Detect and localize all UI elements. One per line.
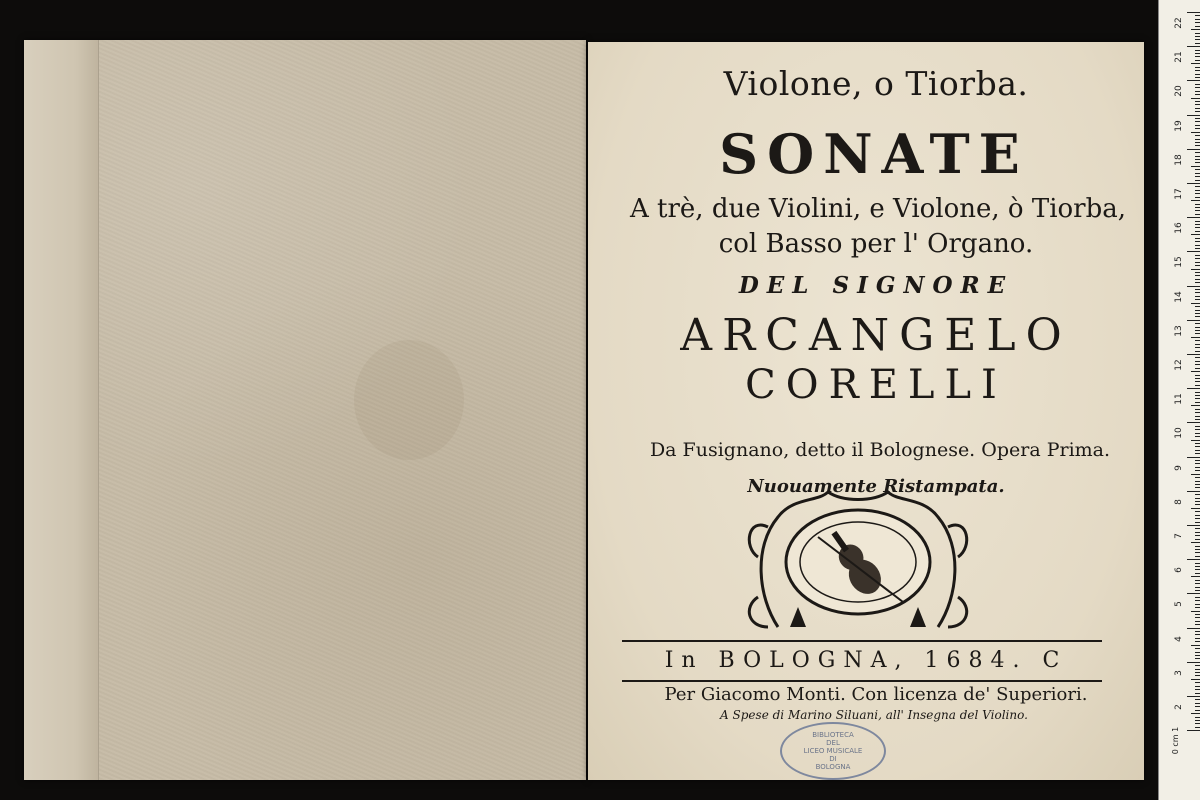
ruler-tick	[1195, 118, 1200, 119]
ruler-tick	[1191, 645, 1200, 646]
ruler-tick	[1195, 330, 1200, 331]
ruler-tick	[1195, 275, 1200, 276]
ruler-tick	[1195, 634, 1200, 635]
ruler-tick	[1195, 682, 1200, 683]
ruler-tick	[1195, 159, 1200, 160]
ruler-tick	[1195, 152, 1200, 153]
ruler-tick	[1195, 74, 1200, 75]
ruler-tick	[1195, 26, 1200, 27]
ruler-tick	[1195, 125, 1200, 126]
ruler-tick	[1191, 542, 1200, 543]
ruler-tick	[1195, 552, 1200, 553]
ruler-tick	[1195, 484, 1200, 485]
printer-emblem	[738, 487, 978, 637]
ruler-tick	[1195, 292, 1200, 293]
ruler-tick	[1195, 532, 1200, 533]
ruler-tick	[1195, 248, 1200, 249]
ruler-tick	[1187, 12, 1200, 13]
ruler-tick	[1195, 156, 1200, 157]
ruler-tick	[1195, 323, 1200, 324]
ruler-tick	[1195, 590, 1200, 591]
ruler-tick	[1195, 624, 1200, 625]
ruler-tick	[1195, 501, 1200, 502]
ruler-tick	[1187, 46, 1200, 47]
ruler-number: 6	[1174, 567, 1184, 574]
ruler-tick	[1187, 80, 1200, 81]
ruler-tick	[1195, 638, 1200, 639]
ruler-tick	[1195, 56, 1200, 57]
ruler-tick	[1195, 19, 1200, 20]
ruler-tick	[1195, 402, 1200, 403]
ruler-tick	[1191, 337, 1200, 338]
ruler-tick	[1195, 689, 1200, 690]
ruler-tick	[1195, 607, 1200, 608]
ruler-unit-label: 0 cm 1	[1171, 726, 1181, 755]
ruler-tick	[1195, 566, 1200, 567]
ruler-number: 13	[1174, 325, 1184, 337]
ruler-tick	[1187, 730, 1200, 731]
ruler-tick	[1195, 600, 1200, 601]
ruler-number: 15	[1174, 256, 1184, 269]
ruler-tick	[1195, 597, 1200, 598]
ruler-tick	[1195, 409, 1200, 410]
ruler-number: 19	[1174, 119, 1184, 132]
ruler-tick	[1195, 94, 1200, 95]
ruler-tick	[1187, 662, 1200, 663]
stamp-line-4: DI	[829, 755, 837, 763]
ruler-tick	[1191, 371, 1200, 372]
ruler-number: 3	[1174, 669, 1184, 676]
ruler-tick	[1195, 648, 1200, 649]
ruler-tick	[1195, 60, 1200, 61]
ruler-tick	[1195, 361, 1200, 362]
ruler-number: 9	[1174, 464, 1184, 471]
subtitle-line-2: col Basso per l' Organo.	[718, 229, 1034, 259]
ruler-tick	[1195, 333, 1200, 334]
ruler-number: 10	[1174, 427, 1184, 440]
subtitle-line-1: A trè, due Violini, e Violone, ò Tiorba,	[629, 194, 1127, 224]
ruler-tick	[1195, 139, 1200, 140]
ruler-tick	[1195, 340, 1200, 341]
ruler-tick	[1195, 186, 1200, 187]
ruler-tick	[1195, 412, 1200, 413]
ruler-tick	[1195, 84, 1200, 85]
ruler-tick	[1195, 727, 1200, 728]
ruler-tick	[1195, 316, 1200, 317]
ruler-tick	[1195, 204, 1200, 205]
imprint-place-date: In BOLOGNA, 1684. C	[664, 648, 1068, 673]
ruler-number: 22	[1174, 17, 1184, 29]
ruler-tick	[1195, 631, 1200, 632]
ruler-tick	[1195, 279, 1200, 280]
ruler-tick	[1195, 258, 1200, 259]
ruler-tick	[1195, 296, 1200, 297]
ruler-tick	[1195, 282, 1200, 283]
ruler-tick	[1187, 457, 1200, 458]
binding-fold	[24, 40, 99, 780]
paper-stain	[354, 340, 464, 460]
ruler-tick	[1195, 180, 1200, 181]
ruler-tick	[1187, 286, 1200, 287]
ruler-tick	[1195, 145, 1200, 146]
ruler-tick	[1195, 33, 1200, 34]
ruler-tick	[1195, 190, 1200, 191]
ruler-tick	[1195, 665, 1200, 666]
ruler-tick	[1195, 121, 1200, 122]
ruler-tick	[1195, 197, 1200, 198]
ruler-tick	[1195, 539, 1200, 540]
ruler-tick	[1191, 576, 1200, 577]
ruler-tick	[1191, 611, 1200, 612]
ruler-tick	[1195, 416, 1200, 417]
ruler-tick	[1191, 234, 1200, 235]
ruler-tick	[1195, 392, 1200, 393]
ruler-tick	[1195, 207, 1200, 208]
middle-rule	[622, 680, 1102, 682]
ruler-tick	[1195, 463, 1200, 464]
ruler-number: 20	[1174, 85, 1184, 98]
ruler-tick	[1195, 162, 1200, 163]
ruler-tick	[1195, 723, 1200, 724]
ruler-tick	[1195, 101, 1200, 102]
ruler-tick	[1195, 238, 1200, 239]
ruler-tick	[1191, 405, 1200, 406]
ruler-tick	[1191, 63, 1200, 64]
ruler-tick	[1195, 67, 1200, 68]
ruler-number: 12	[1174, 359, 1184, 371]
ruler-tick	[1195, 39, 1200, 40]
ruler-tick	[1195, 443, 1200, 444]
ruler-tick	[1195, 522, 1200, 523]
ruler-number: 4	[1174, 635, 1184, 642]
ruler-tick	[1195, 621, 1200, 622]
ruler-tick	[1195, 419, 1200, 420]
ruler-tick	[1195, 641, 1200, 642]
ruler-tick	[1195, 487, 1200, 488]
ruler-tick	[1195, 210, 1200, 211]
ruler-tick	[1195, 128, 1200, 129]
ruler-tick	[1195, 53, 1200, 54]
ruler-tick	[1195, 104, 1200, 105]
ruler-tick	[1191, 166, 1200, 167]
ruler-tick	[1191, 440, 1200, 441]
stamp-line-5: BOLOGNA	[815, 763, 851, 771]
ruler-tick	[1191, 474, 1200, 475]
reprint-line: Nuouamente Ristampata.	[747, 476, 1005, 497]
blank-cover-page	[24, 40, 586, 780]
ruler-tick	[1195, 453, 1200, 454]
ruler-tick	[1195, 306, 1200, 307]
ruler-tick	[1191, 713, 1200, 714]
ruler-tick	[1187, 217, 1200, 218]
ruler-tick	[1195, 347, 1200, 348]
ruler-tick	[1195, 262, 1200, 263]
ruler-tick	[1195, 556, 1200, 557]
ruler-tick	[1195, 357, 1200, 358]
ruler-tick	[1195, 686, 1200, 687]
ruler-tick	[1195, 706, 1200, 707]
ruler-tick	[1187, 422, 1200, 423]
ruler-tick	[1195, 450, 1200, 451]
ruler-tick	[1195, 535, 1200, 536]
ruler-tick	[1195, 87, 1200, 88]
ruler-tick	[1195, 310, 1200, 311]
ruler-tick	[1195, 43, 1200, 44]
ruler-tick	[1187, 628, 1200, 629]
del-signore: DEL SIGNORE	[738, 272, 1014, 299]
composer-first-name: ARCANGELO	[680, 310, 1072, 361]
ruler-tick	[1195, 436, 1200, 437]
ruler-tick	[1195, 70, 1200, 71]
ruler-tick	[1195, 693, 1200, 694]
ruler-tick	[1187, 320, 1200, 321]
measurement-ruler	[1158, 0, 1200, 800]
stamp-line-3: LICEO MUSICALE	[803, 747, 863, 755]
ruler-tick	[1195, 583, 1200, 584]
ruler-tick	[1195, 91, 1200, 92]
ruler-number: 11	[1174, 393, 1184, 405]
ruler-tick	[1195, 299, 1200, 300]
ruler-tick	[1195, 518, 1200, 519]
ruler-tick	[1195, 614, 1200, 615]
ruler-tick	[1195, 655, 1200, 656]
ruler-number: 14	[1174, 290, 1184, 303]
ruler-tick	[1195, 22, 1200, 23]
ruler-tick	[1187, 559, 1200, 560]
ruler-tick	[1195, 289, 1200, 290]
ruler-tick	[1195, 470, 1200, 471]
ruler-tick	[1191, 200, 1200, 201]
ruler-tick	[1195, 375, 1200, 376]
ruler-tick	[1195, 546, 1200, 547]
ruler-tick	[1195, 429, 1200, 430]
ruler-tick	[1195, 563, 1200, 564]
ruler-tick	[1187, 149, 1200, 150]
ruler-tick	[1195, 368, 1200, 369]
ruler-tick	[1195, 272, 1200, 273]
ruler-tick	[1195, 549, 1200, 550]
ruler-tick	[1195, 617, 1200, 618]
ruler-tick	[1195, 241, 1200, 242]
ruler-tick	[1195, 699, 1200, 700]
ruler-tick	[1195, 477, 1200, 478]
ruler-tick	[1195, 467, 1200, 468]
ruler-tick	[1195, 426, 1200, 427]
ruler-tick	[1187, 696, 1200, 697]
ruler-tick	[1195, 569, 1200, 570]
ruler-tick	[1191, 132, 1200, 133]
ruler-tick	[1195, 193, 1200, 194]
composer-last-name: CORELLI	[745, 362, 1007, 408]
ruler-tick	[1191, 269, 1200, 270]
ruler-tick	[1195, 580, 1200, 581]
ruler-number: 17	[1174, 188, 1184, 200]
ruler-tick	[1195, 344, 1200, 345]
printer-line: Per Giacomo Monti. Con licenza de' Superiori.	[664, 684, 1088, 705]
ruler-tick	[1195, 604, 1200, 605]
ruler-tick	[1187, 183, 1200, 184]
publisher-line: A Spese di Marino Siluani, all' Insegna del Violino.	[720, 708, 1028, 722]
ruler-tick	[1195, 481, 1200, 482]
ruler-tick	[1195, 111, 1200, 112]
ruler-tick	[1195, 710, 1200, 711]
ruler-tick	[1191, 679, 1200, 680]
ruler-tick	[1195, 398, 1200, 399]
ruler-tick	[1195, 142, 1200, 143]
ruler-tick	[1195, 395, 1200, 396]
ruler-tick	[1195, 231, 1200, 232]
ruler-number: 21	[1174, 51, 1184, 63]
ruler-tick	[1195, 504, 1200, 505]
ruler-tick	[1195, 385, 1200, 386]
ruler-tick	[1195, 50, 1200, 51]
ruler-tick	[1195, 446, 1200, 447]
ruler-tick	[1195, 227, 1200, 228]
main-title: SONATE	[719, 122, 1029, 186]
ruler-tick	[1195, 515, 1200, 516]
ruler-tick	[1195, 255, 1200, 256]
origin-line: Da Fusignano, detto il Bolognese. Opera Prima.	[649, 439, 1111, 461]
ruler-tick	[1195, 351, 1200, 352]
ruler-tick	[1195, 378, 1200, 379]
ruler-tick	[1195, 245, 1200, 246]
stamp-line-2: DEL	[826, 739, 840, 747]
ruler-tick	[1187, 388, 1200, 389]
ruler-tick	[1195, 720, 1200, 721]
ruler-tick	[1191, 303, 1200, 304]
ruler-tick	[1187, 491, 1200, 492]
stamp-line-1: BIBLIOTECA	[812, 731, 854, 739]
top-rule	[622, 640, 1102, 642]
ruler-number: 8	[1174, 498, 1184, 505]
ruler-tick	[1195, 77, 1200, 78]
ruler-tick	[1195, 703, 1200, 704]
ruler-number: 16	[1174, 222, 1184, 234]
ruler-tick	[1195, 224, 1200, 225]
ruler-tick	[1195, 364, 1200, 365]
ruler-tick	[1195, 135, 1200, 136]
ruler-tick	[1195, 652, 1200, 653]
ruler-tick	[1191, 508, 1200, 509]
ruler-tick	[1195, 675, 1200, 676]
ruler-number: 18	[1174, 154, 1184, 166]
ruler-tick	[1195, 433, 1200, 434]
ruler-number: 7	[1174, 533, 1184, 539]
ruler-tick	[1195, 327, 1200, 328]
ruler-tick	[1195, 15, 1200, 16]
ruler-tick	[1195, 169, 1200, 170]
ruler-tick	[1195, 108, 1200, 109]
part-heading: Violone, o Tiorba.	[723, 64, 1029, 103]
ruler-tick	[1195, 494, 1200, 495]
ruler-tick	[1187, 525, 1200, 526]
library-stamp	[780, 722, 886, 780]
ruler-tick	[1195, 573, 1200, 574]
ruler-tick	[1195, 265, 1200, 266]
ruler-tick	[1195, 672, 1200, 673]
title-page	[588, 42, 1144, 780]
ruler-tick	[1187, 593, 1200, 594]
ruler-tick	[1195, 669, 1200, 670]
ruler-tick	[1195, 460, 1200, 461]
ruler-tick	[1195, 587, 1200, 588]
ruler-tick	[1187, 115, 1200, 116]
ruler-tick	[1195, 528, 1200, 529]
ruler-tick	[1191, 29, 1200, 30]
ruler-tick	[1195, 717, 1200, 718]
ruler-tick	[1195, 381, 1200, 382]
ruler-tick	[1195, 221, 1200, 222]
ruler-tick	[1195, 313, 1200, 314]
ruler-tick	[1195, 36, 1200, 37]
ruler-tick	[1195, 498, 1200, 499]
ruler-number: 5	[1174, 601, 1184, 608]
ruler-tick	[1191, 98, 1200, 99]
ruler-tick	[1195, 176, 1200, 177]
ruler-tick	[1195, 214, 1200, 215]
ruler-tick	[1187, 354, 1200, 355]
ruler-number: 2	[1174, 704, 1184, 710]
ruler-tick	[1195, 658, 1200, 659]
ruler-tick	[1195, 173, 1200, 174]
ruler-tick	[1195, 511, 1200, 512]
ruler-tick	[1187, 251, 1200, 252]
